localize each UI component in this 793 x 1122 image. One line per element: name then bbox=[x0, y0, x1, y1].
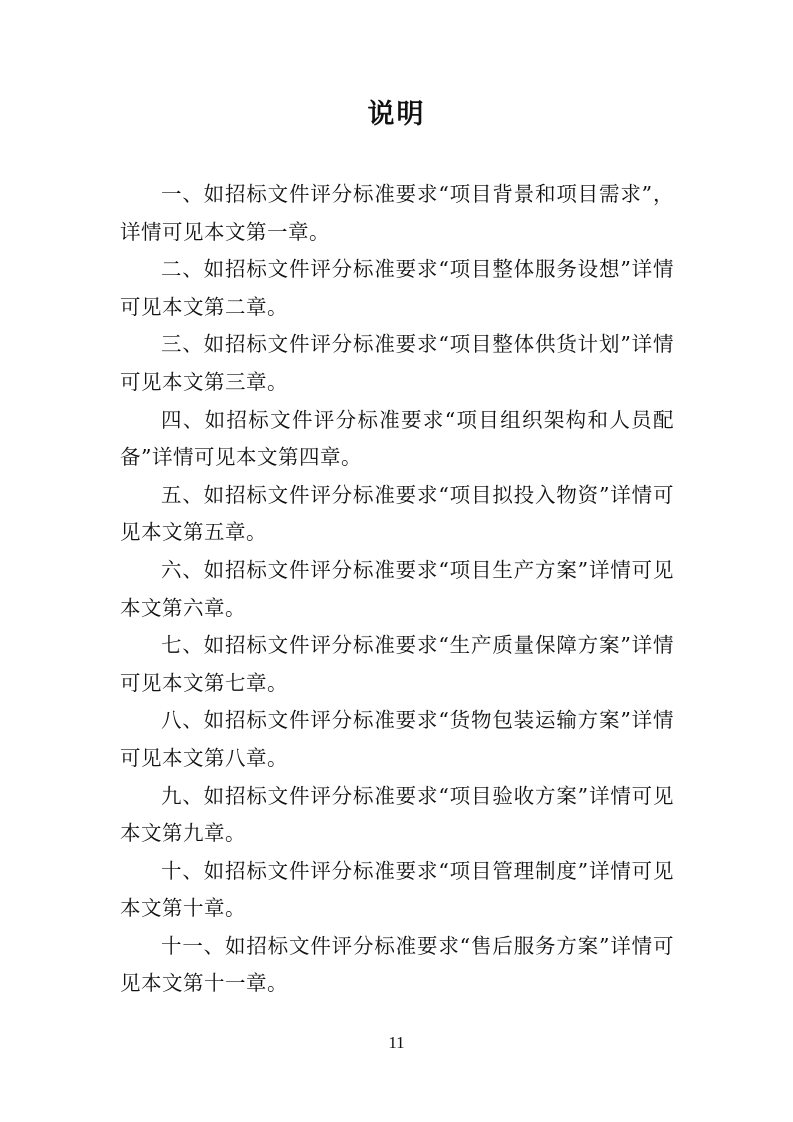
instruction-item-10: 十、如招标文件评分标准要求“项目管理制度”详情可见本文第十章。 bbox=[120, 858, 674, 921]
instruction-item-4: 四、如招标文件评分标准要求“项目组织架构和人员配备”详情可见本文第四章。 bbox=[120, 407, 674, 470]
instruction-list bbox=[120, 176, 674, 1003]
page-number: 11 bbox=[388, 1033, 405, 1052]
instruction-item-8: 八、如招标文件评分标准要求“货物包装运输方案”详情可见本文第八章。 bbox=[120, 708, 674, 770]
instruction-item-1: 一、如招标文件评分标准要求“项目背景和项目需求”，详情可见本文第一章。 bbox=[120, 182, 674, 244]
instruction-item-9: 九、如招标文件评分标准要求“项目验收方案”详情可见本文第九章。 bbox=[120, 783, 674, 846]
instruction-item-6: 六、如招标文件评分标准要求“项目生产方案”详情可见本文第六章。 bbox=[120, 557, 674, 620]
instruction-item-5: 五、如招标文件评分标准要求“项目拟投入物资”详情可见本文第五章。 bbox=[120, 482, 674, 545]
instruction-item-11: 十一、如招标文件评分标准要求“售后服务方案”详情可见本文第十一章。 bbox=[120, 933, 674, 996]
instruction-item-3: 三、如招标文件评分标准要求“项目整体供货计划”详情可见本文第三章。 bbox=[120, 332, 674, 394]
instruction-item-2: 二、如招标文件评分标准要求“项目整体服务设想”详情可见本文第二章。 bbox=[120, 257, 674, 319]
instruction-item-7: 七、如招标文件评分标准要求“生产质量保障方案”详情可见本文第七章。 bbox=[120, 633, 674, 695]
page-title: 说明 bbox=[367, 99, 426, 130]
